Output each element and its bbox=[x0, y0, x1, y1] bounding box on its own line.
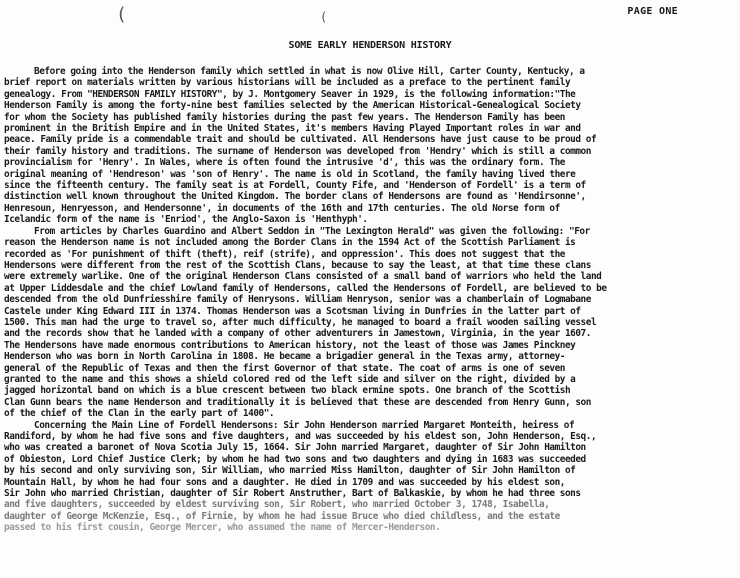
text-line: reason the Henderson name is not included among the Border Clans in the 1594 Act of the Scottish Parliament is bbox=[4, 237, 576, 249]
text-line: Mountain Hall, by whom he had four sons and a daughter. He died in 1709 and was succeeded by his eldest son, bbox=[4, 476, 565, 488]
text-line: and the records show that he landed with a company of other adventurers in Jamestown, Virginia, in the year 1607. bbox=[4, 328, 591, 340]
text-line: their family history and traditions. The surname of Henderson was developed from 'Hendry' which is still a common bbox=[4, 145, 591, 157]
text-line: of Obieston, Lord Chief Justice Clerk; by whom he had two sons and two daughters and dying in 1683 was succeeded bbox=[4, 453, 586, 465]
text-line: passed to his first cousin, George Mercer, who assumed the name of Mercer-Henderson. bbox=[4, 522, 441, 534]
text-line: were extremely warlike. One of the original Henderson Clans consisted of a small band of warriors who held the land bbox=[4, 271, 602, 283]
text-line: granted to the name and this shows a shield colored red od the left side and silver on the right, divided by a bbox=[4, 373, 576, 385]
text-line: Hendersons were different from the rest of the Scottish Clans, because to say the least, at that time these clans bbox=[4, 259, 591, 271]
page-number: PAGE ONE bbox=[627, 6, 678, 17]
text-line: by his second and only surviving son, Sir William, who married Miss Hamilton, daughter of Sir John Hamilton of bbox=[4, 465, 576, 477]
text-line: genealogy. From "HENDERSON FAMILY HISTORY", by J. Montgomery Seaver in 1929, is the following information:"The bbox=[4, 88, 576, 100]
text-line: since the fifteenth century. The family seat is at Fordell, County Fife, and 'Henderson of Fordell' is a term of bbox=[4, 180, 586, 192]
document-title: SOME EARLY HENDERSON HISTORY bbox=[288, 40, 452, 51]
text-line: Henderson who was born in North Carolina in 1808. He became a brigadier general in the Texas army, attorney- bbox=[4, 351, 565, 363]
binder-hole-mark: ( bbox=[320, 10, 328, 24]
text-line: and five daughters, succeeded by eldest surviving son, Sir Robert, who married October 3, 1748, Isabella, bbox=[4, 499, 550, 511]
text-line: provincialism for 'Henry'. In Wales, where is often found the intrusive 'd', this was the ordinary form. The bbox=[4, 157, 565, 169]
text-line: recorded as 'For punishment of thift (theft), reif (strife), and oppression'. This does not suggest that the bbox=[4, 248, 565, 260]
text-line: for whom the Society has published family histories during the past few years. The Henderson Family has been bbox=[4, 111, 565, 123]
text-line: Clan Gunn bears the name Henderson and traditionally it is believed that these are descended from Henry Gunn, son bbox=[4, 396, 591, 408]
text-line: peace. Family pride is a commendable trait and should be cultivated. All Hendersons have just cause to be proud of bbox=[4, 134, 597, 146]
text-line: Before going into the Henderson family which settled in what is now Olive Hill, Carter County, Kentucky, a bbox=[34, 66, 585, 77]
text-line: Concerning the Main Line of Fordell Hendersons: Sir John Henderson married Margaret Monteith, heiress of bbox=[34, 419, 575, 431]
text-line: who was created a baronet of Nova Scotia July 15, 1664. Sir John married Margaret, daughter of Sir John Hamilton bbox=[4, 442, 586, 454]
text-line: general of the Republic of Texas and then the first Governor of that state. The coat of arms is one of seven bbox=[4, 362, 565, 374]
text-line: The Hendersons have made enormous contributions to American history, not the least of those was James Pinckney bbox=[4, 339, 576, 351]
text-line: 1500. This man had the urge to travel so, after much difficulty, he managed to board a frail wooden sailing vessel bbox=[4, 316, 597, 328]
text-line: Henderson Family is among the forty-nine best families selected by the American Historical-Genealogical Society bbox=[4, 100, 581, 112]
text-line: at Upper Liddesdale and the chief Lowland family of Hendersons, called the Hendersons of Fordell, are believed to be bbox=[4, 282, 607, 294]
binder-hole-mark: ( bbox=[116, 4, 127, 25]
text-line: Sir John who married Christian, daughter of Sir Robert Anstruther, Bart of Balkaskie, by whom he had three sons bbox=[4, 488, 581, 500]
text-line: daughter of George McKenzie, Esq., of Firnie, by whom he had issue Bruce who died childless, and the estate bbox=[4, 510, 560, 522]
text-line: jagged horizontal band on which is a blue crescent between two black ermine spots. One branch of the Scottish bbox=[4, 385, 571, 397]
text-line: distinction well known throughout the United Kingdom. The border clans of Hendersons are found as 'Hendirsonne', bbox=[4, 191, 586, 203]
document-body bbox=[4, 66, 736, 534]
text-line: Icelandic form of the name is 'Enriod', the Anglo-Saxon is 'Henthyph'. bbox=[4, 214, 368, 226]
text-line: of the chief of the Clan in the early part of 1400". bbox=[4, 408, 275, 420]
text-line: From articles by Charles Guardino and Albert Seddon in "The Lexington Herald" was given the following: "For bbox=[34, 225, 590, 237]
text-line: Randiford, by whom he had five sons and five daughters, and was succeeded by his eldest son, John Henderson, Esq., bbox=[4, 431, 597, 442]
text-line: prominent in the British Empire and in the United States, it's members Having Played Important roles in war and bbox=[4, 123, 581, 135]
text-line: descended from the old Dunfriesshire family of Henrysons. William Henryson, senior was a chamberlain of Logmabane bbox=[4, 294, 591, 306]
text-line: brief report on materials written by various historians will be included as a preface to the pertinent family bbox=[4, 77, 571, 89]
text-line: Castele under King Edward III in 1374. Thomas Henderson was a Scotsman living in Dunfries in the latter part of bbox=[4, 305, 581, 317]
text-line: Henresoun, Henryesson, and Hendersonne', in documents of the 16th and 17th centuries. The old Norse form of bbox=[4, 202, 560, 214]
text-line: original meaning of 'Hendreson' was 'son of Henry'. The name is old in Scotland, the family having lived there bbox=[4, 168, 576, 180]
